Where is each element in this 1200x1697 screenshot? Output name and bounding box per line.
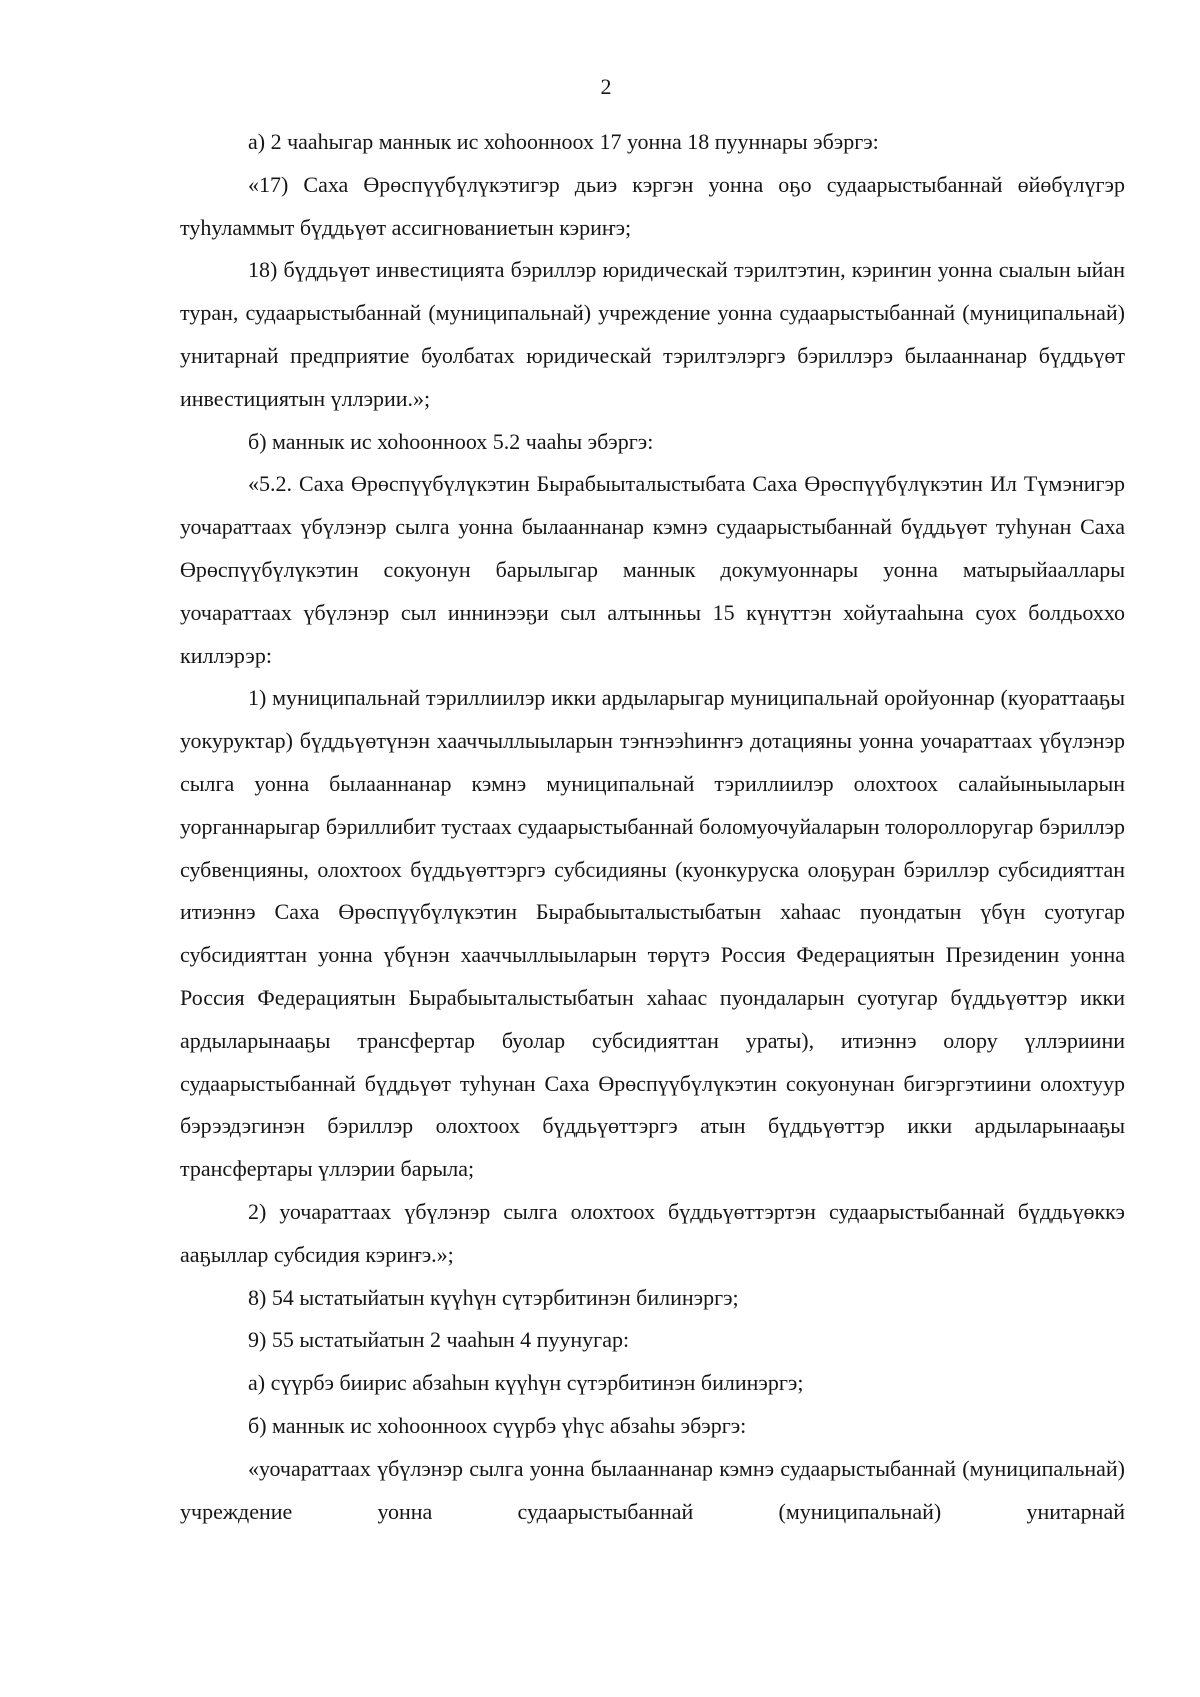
paragraph: 9) 55 ыстатыйатын 2 чааһын 4 пуунугар: (248, 1327, 630, 1353)
paragraph: «уочараттаах үбүлэнэр сылга уонна былааннанар кэмнэ судаарыстыбаннай (муниципальнай) учреждение уонна судаарыстыбаннай (муниципальнай) унитарнай (180, 1455, 1125, 1524)
paragraph: 18) бүддьүөт инвестицията бэриллэр юридическай тэрилтэтин, кэриҥин уонна сыалын ыйан туран, судаарыстыбаннай (муниципальнай) учреждение уонна судаарыстыбаннай (муниципальнай) унитарнай предприятие буолбатах юридическай тэрилтэлэргэ бэриллэрэ былааннанар бүддьүөт инвестициятын үллэрии.»; (180, 257, 1125, 411)
paragraph: 2) уочараттаах үбүлэнэр сылга олохтоох бүддьүөттэртэн судаарыстыбаннай бүддьүөккэ ааҕыллар субсидия кэриҥэ.»; (180, 1198, 1125, 1267)
page-number: 2 (600, 74, 612, 99)
paragraph: б) маннык ис хоһоонноох 5.2 чааһы эбэргэ: (248, 428, 654, 454)
paragraph: б) маннык ис хоһоонноох сүүрбэ үһүс абзаһы эбэргэ: (248, 1412, 747, 1438)
paragraph: а) сүүрбэ биирис абзаһын күүһүн сүтэрбитинэн билинэргэ; (248, 1370, 804, 1396)
paragraph: «5.2. Саха Өрөспүүбүлүкэтин Бырабыыталыстыбата Саха Өрөспүүбүлүкэтин Ил Түмэнигэр уочараттаах үбүлэнэр сылга уонна былааннанар кэмнэ судаарыстыбаннай бүддьүөт туһунан Саха Өрөспүүбүлүкэтин сокуонун барылыгар маннык докумуоннары уонна матырыйааллары уочараттаах үбүлэнэр сыл иннинээҕи сыл алтынньы 15 күнүттэн хойутааһына суох болдьоххо киллэрэр: (180, 471, 1125, 668)
paragraph: 8) 54 ыстатыйатын күүһүн сүтэрбитинэн билинэргэ; (248, 1284, 739, 1310)
paragraph: 1) муниципальнай тэриллиилэр икки ардыларыгар муниципальнай оройуоннар (куораттааҕы уокуруктар) бүддьүөтүнэн хааччыллыыларын тэҥнээһиҥҥэ дотацияны уонна уочараттаах үбүлэнэр сылга уонна былааннанар кэмнэ муниципальнай тэриллиилэр олохтоох салайыныыларын уорганнарыгар бэриллибит тустаах судаарыстыбаннай боломуочуйаларын толороллоругар бэриллэр субвенцияны, олохтоох бүддьүөттэргэ субсидияны (куонкуруска олоҕуран бэриллэр субсидияттан итиэннэ Саха Өрөспүүбүлүкэтин Бырабыыталыстыбатын хаһаас пуондатын үбүн суотугар субсидияттан уонна үбүнэн хааччыллыыларын төрүтэ Россия Федерациятын Президенин уонна Россия Федерациятын Бырабыыталыстыбатын хаһаас пуондаларын суотугар бүддьүөттэр икки ардыларынааҕы трансфертар буолар субсидияттан ураты), итиэннэ олору үллэриини судаарыстыбаннай бүддьүөт туһунан Саха Өрөспүүбүлүкэтин сокуонунан бигэргэтиини олохтуур бэрээдэгинэн бэриллэр олохтоох бүддьүөттэргэ атын бүддьүөттэр икки ардыларынааҕы трансфертары үллэрии барыла; (180, 685, 1125, 1182)
paragraph: а) 2 чааһыгар маннык ис хоһоонноох 17 уонна 18 пууннары эбэргэ: (248, 129, 879, 154)
document-body (180, 121, 1125, 1533)
paragraph: «17) Саха Өрөспүүбүлүкэтигэр дьиэ кэргэн уонна оҕо судаарыстыбаннай өйөбүлүгэр туһуламмыт бүддьүөт ассигнованиетын кэриҥэ; (180, 171, 1125, 240)
